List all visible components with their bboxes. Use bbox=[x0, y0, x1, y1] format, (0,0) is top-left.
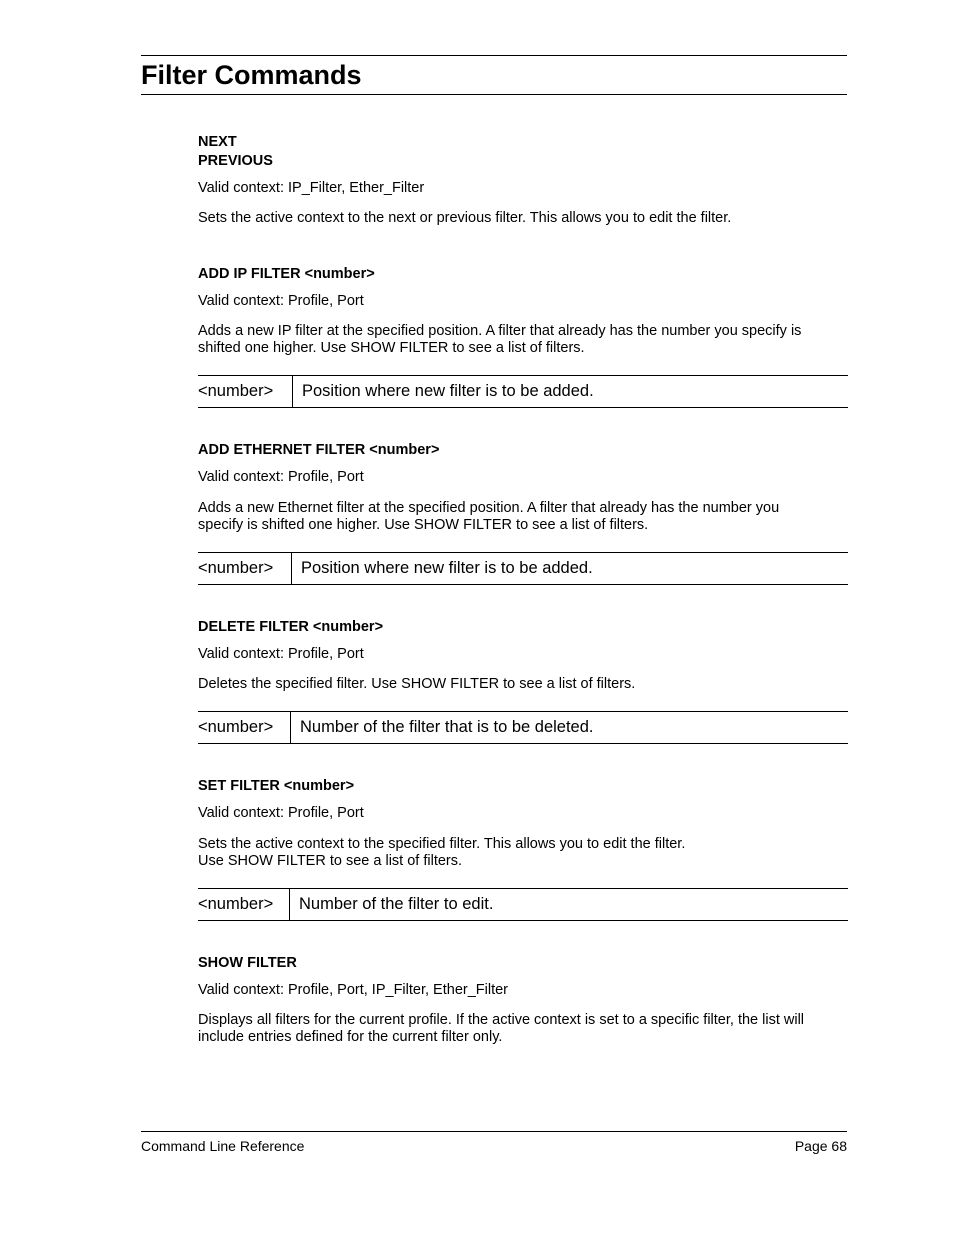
command-description bbox=[198, 836, 848, 870]
param-name: <number> bbox=[198, 712, 291, 744]
command-name: SET FILTER <number> bbox=[198, 778, 355, 794]
parameter-table bbox=[198, 375, 848, 408]
content bbox=[198, 133, 848, 1046]
description-line: shifted one higher. Use SHOW FILTER to see a list of filters. bbox=[198, 340, 585, 356]
param-description: Number of the filter that is to be deleted. bbox=[300, 718, 594, 736]
footer-document-title: Command Line Reference bbox=[141, 1138, 305, 1154]
description-line: Adds a new Ethernet filter at the specified position. A filter that already has the number you bbox=[198, 500, 780, 516]
param-description: Position where new filter is to be added. bbox=[302, 382, 594, 400]
page-header bbox=[141, 55, 847, 95]
param-description: Position where new filter is to be added. bbox=[301, 559, 593, 577]
table-row bbox=[198, 553, 848, 585]
description-line: Sets the active context to the specified filter. This allows you to edit the filter. bbox=[198, 836, 686, 852]
param-name: <number> bbox=[198, 889, 290, 921]
description-line: Adds a new IP filter at the specified position. A filter that already has the number you specify is bbox=[198, 323, 802, 339]
command-name: SHOW FILTER bbox=[198, 955, 297, 971]
section-delete-filter bbox=[198, 618, 848, 744]
section-set-filter bbox=[198, 777, 848, 921]
description-line: Displays all filters for the current profile. If the active context is set to a specific filter, the list will bbox=[198, 1012, 805, 1028]
command-description bbox=[198, 323, 848, 357]
section-show-filter bbox=[198, 954, 848, 1046]
parameter-table bbox=[198, 888, 848, 921]
command-name: PREVIOUS bbox=[198, 153, 273, 169]
param-name: <number> bbox=[198, 553, 292, 585]
description-line: specify is shifted one higher. Use SHOW FILTER to see a list of filters. bbox=[198, 517, 649, 533]
section-next-previous bbox=[198, 133, 848, 227]
param-description: Number of the filter to edit. bbox=[299, 895, 494, 913]
page-title: Filter Commands bbox=[141, 60, 362, 90]
parameter-table bbox=[198, 552, 848, 585]
valid-context: Valid context: Profile, Port, IP_Filter, Ether_Filter bbox=[198, 982, 508, 998]
command-name: NEXT bbox=[198, 134, 237, 150]
command-name: ADD IP FILTER <number> bbox=[198, 266, 375, 282]
description-line: Use SHOW FILTER to see a list of filters. bbox=[198, 853, 463, 869]
table-row bbox=[198, 712, 848, 744]
command-description: Sets the active context to the next or previous filter. This allows you to edit the filter. bbox=[198, 210, 732, 226]
command-description: Deletes the specified filter. Use SHOW FILTER to see a list of filters. bbox=[198, 676, 636, 692]
parameter-table bbox=[198, 711, 848, 744]
valid-context: Valid context: Profile, Port bbox=[198, 646, 364, 662]
command-description bbox=[198, 1012, 848, 1046]
valid-context: Valid context: Profile, Port bbox=[198, 293, 364, 309]
section-add-ethernet-filter bbox=[198, 441, 848, 585]
page-number: Page 68 bbox=[794, 1138, 847, 1154]
command-name: ADD ETHERNET FILTER <number> bbox=[198, 442, 440, 458]
command-name: DELETE FILTER <number> bbox=[198, 619, 384, 635]
valid-context: Valid context: IP_Filter, Ether_Filter bbox=[198, 180, 425, 196]
table-row bbox=[198, 376, 848, 408]
valid-context: Valid context: Profile, Port bbox=[198, 805, 364, 821]
valid-context: Valid context: Profile, Port bbox=[198, 469, 364, 485]
page-footer bbox=[141, 1131, 847, 1160]
section-add-ip-filter bbox=[198, 265, 848, 408]
command-description bbox=[198, 500, 848, 534]
table-row bbox=[198, 889, 848, 921]
description-line: include entries defined for the current filter only. bbox=[198, 1029, 503, 1045]
param-name: <number> bbox=[198, 376, 293, 408]
